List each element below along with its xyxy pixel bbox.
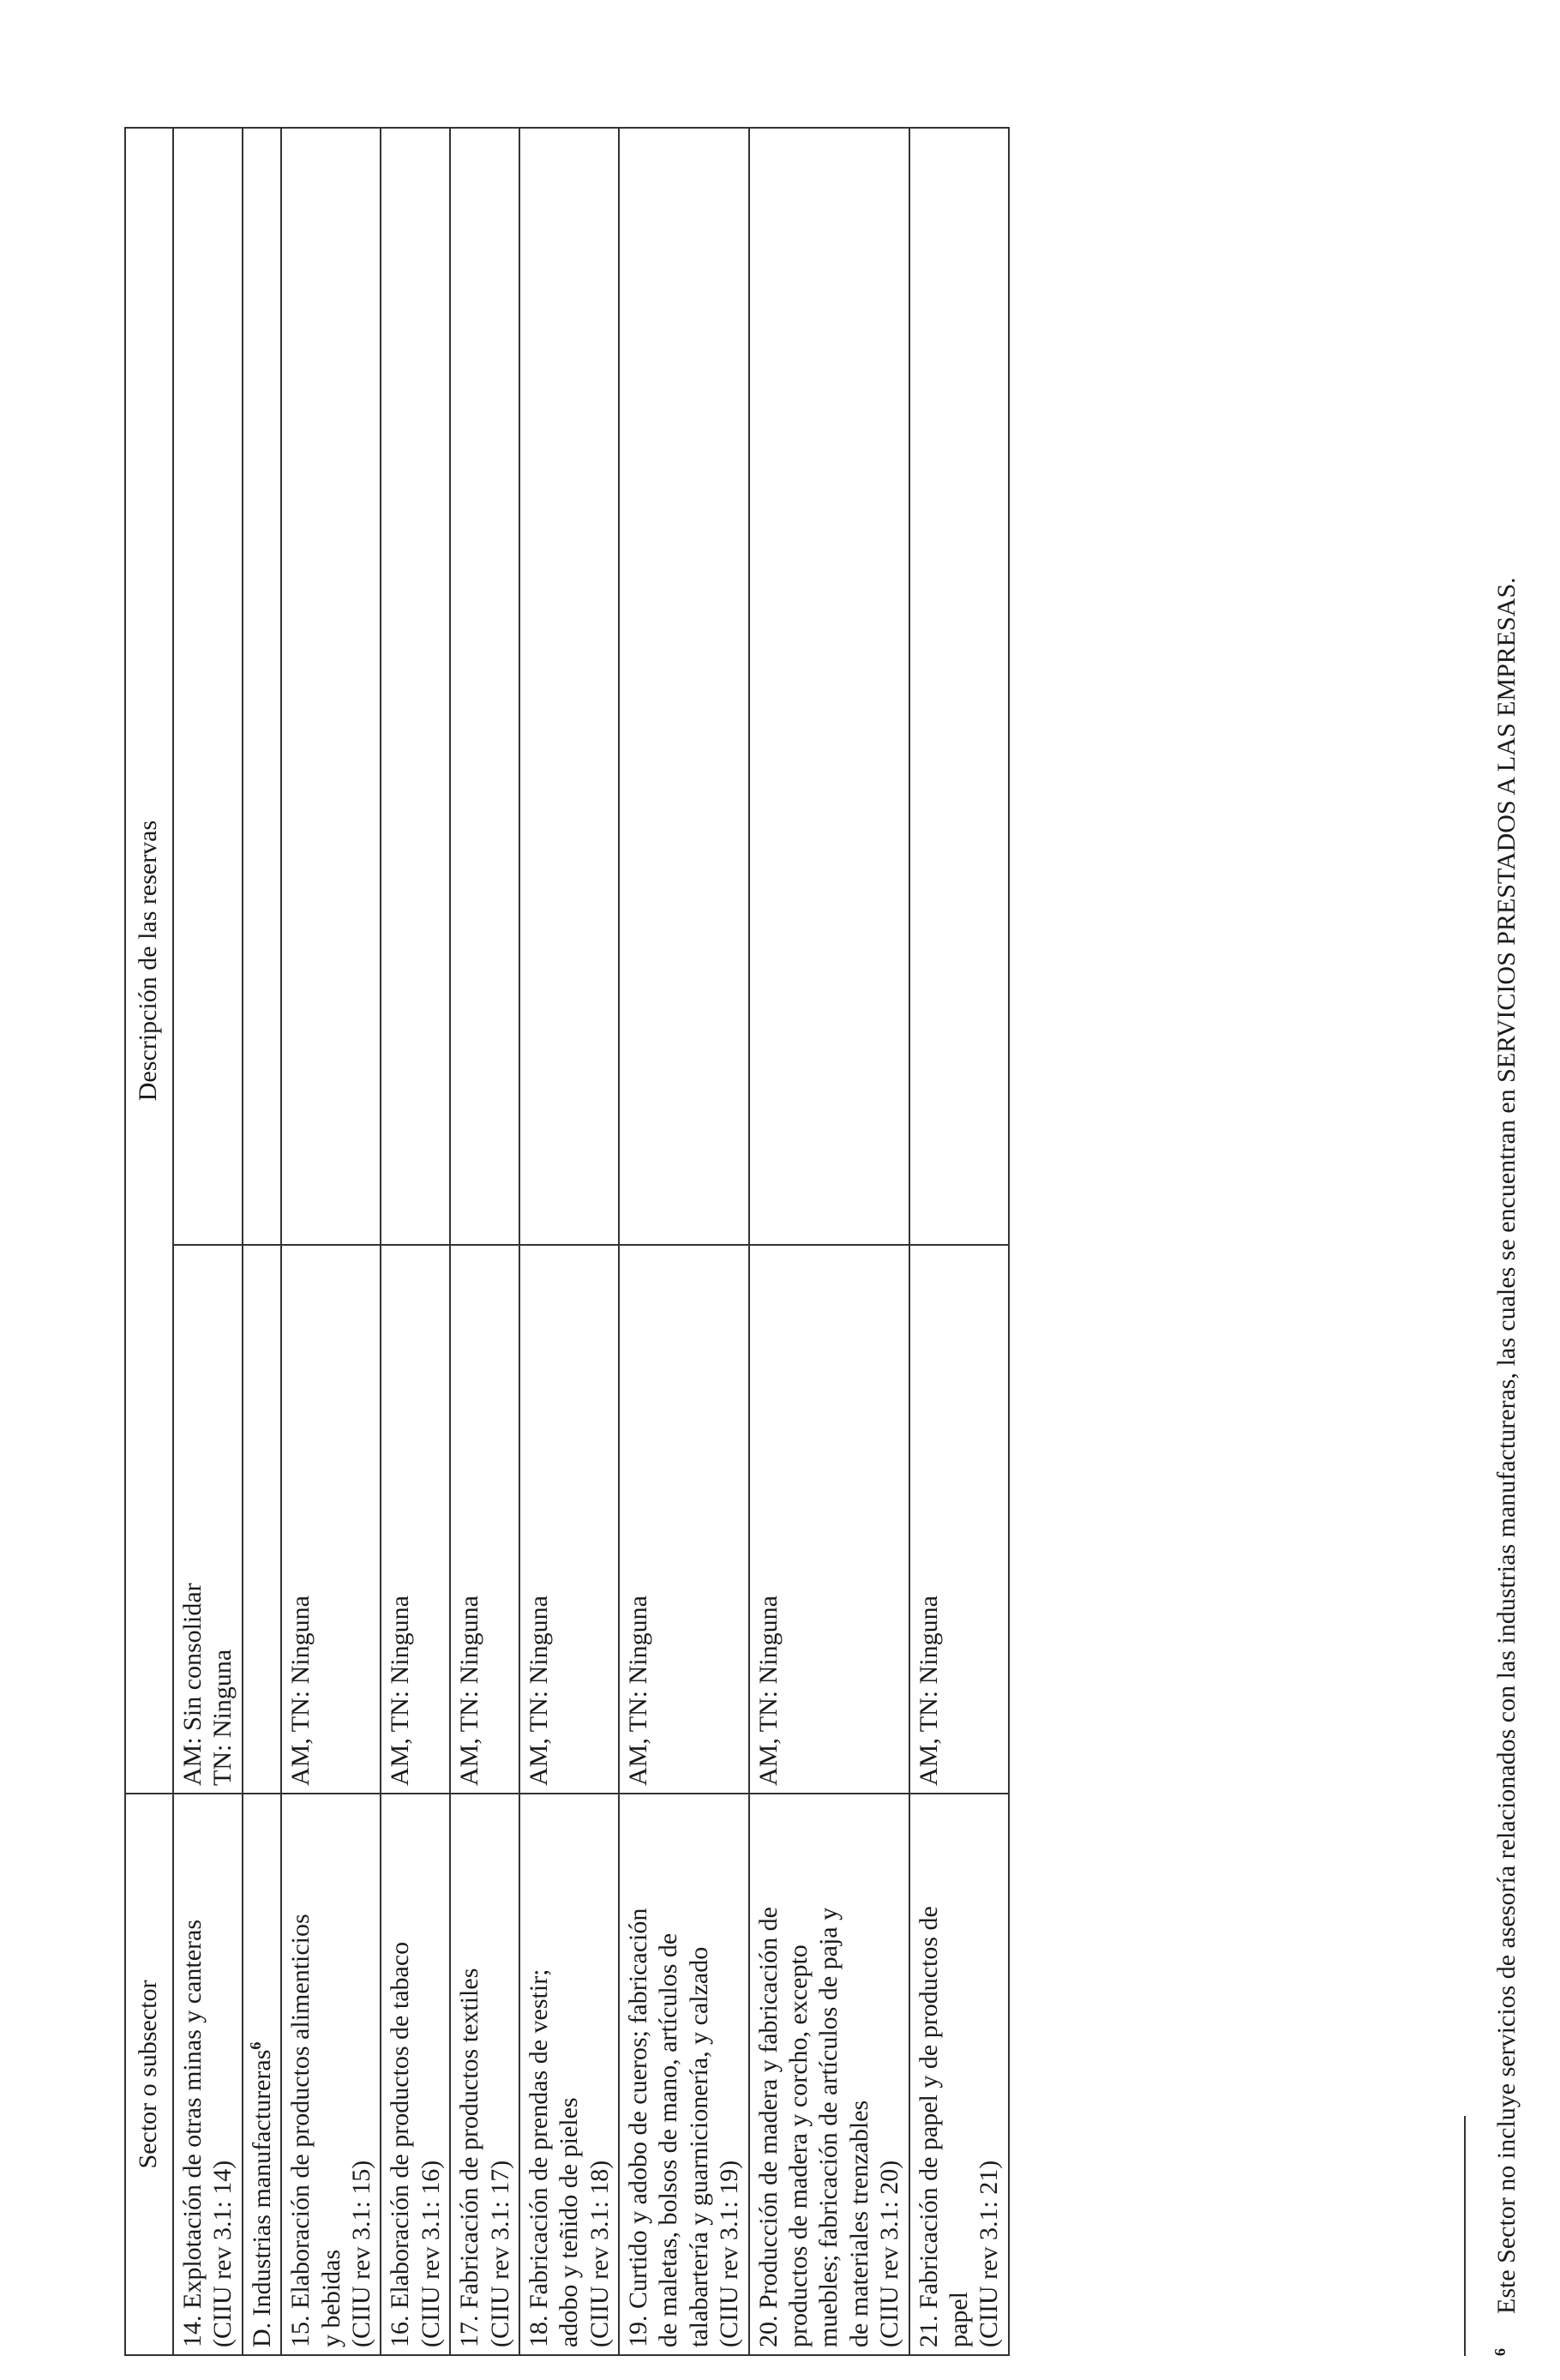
description-cell [619, 128, 749, 1245]
reservation-cell: AM, TN: Ninguna [450, 1245, 519, 1794]
reservation-cell: AM, TN: Ninguna [381, 1245, 450, 1794]
table-header-row [125, 128, 173, 2355]
table-row [619, 128, 749, 2355]
reservations-table [124, 127, 1010, 2356]
description-cell [519, 128, 619, 1245]
description-cell [173, 128, 243, 1245]
sector-cell: 17. Fabricación de productos textiles (CIIU rev 3.1: 17) [450, 1794, 519, 2355]
reservation-cell [243, 1245, 281, 1794]
table-row [173, 128, 243, 2355]
footnote-separator [1464, 2116, 1466, 2356]
reservation-cell: AM, TN: Ninguna [281, 1245, 381, 1794]
sector-label: D. Industrias manufactureras [247, 2049, 276, 2347]
footnote-text: Este Sector no incluye servicios de asesoría relacionados con las industrias manufactureras, las cuales se encuentran en SERVICIOS PRESTADOS A LAS EMPRESAS. [1492, 577, 1521, 2314]
reservation-cell: AM, TN: Ninguna [519, 1245, 619, 1794]
reservation-cell: AM, TN: Ninguna [619, 1245, 749, 1794]
description-cell [381, 128, 450, 1245]
sector-cell: 15. Elaboración de productos alimenticios y bebidas (CIIU rev 3.1: 15) [281, 1794, 381, 2355]
table-row [381, 128, 450, 2355]
reservation-cell: AM, TN: Ninguna [909, 1245, 1009, 1794]
sector-cell: 14. Explotación de otras minas y canteras (CIIU rev 3.1: 14) [173, 1794, 243, 2355]
sector-cell: 18. Fabricación de prendas de vestir; adobo y teñido de pieles (CIIU rev 3.1: 18) [519, 1794, 619, 2355]
sector-cell: 20. Producción de madera y fabricación de productos de madera y corcho, excepto muebles; fabricación de artículos de paja y de materiales trenzables (CIIU rev 3.1: 20) [749, 1794, 909, 2355]
footnote-number: 6 [1491, 2348, 1509, 2356]
sector-cell: 19. Curtido y adobo de cueros; fabricación de maletas, bolsos de mano, artículos de talabartería y guarnicionería, y calzado (CIIU rev 3.1: 19) [619, 1794, 749, 2355]
reservation-cell: AM, TN: Ninguna [749, 1245, 909, 1794]
header-sector: Sector o subsector [125, 1794, 173, 2355]
sector-cell [243, 1794, 281, 2355]
header-description: Descripción de las reservas [125, 128, 173, 1794]
sector-cell: 21. Fabricación de papel y de productos de papel (CIIU rev 3.1: 21) [909, 1794, 1009, 2355]
description-cell [749, 128, 909, 1245]
table-row [281, 128, 381, 2355]
table-row [450, 128, 519, 2355]
description-cell [450, 128, 519, 1245]
reservation-cell: AM: Sin consolidar TN: Ninguna [173, 1245, 243, 1794]
description-cell [909, 128, 1009, 1245]
description-cell [243, 128, 281, 1245]
footnote [1491, 577, 1521, 2356]
table-row [749, 128, 909, 2355]
table-row [243, 128, 281, 2355]
table-row [519, 128, 619, 2355]
sector-cell: 16. Elaboración de productos de tabaco (CIIU rev 3.1: 16) [381, 1794, 450, 2355]
description-cell [281, 128, 381, 1245]
footnote-ref: 6 [246, 2041, 264, 2050]
table-row [909, 128, 1009, 2355]
